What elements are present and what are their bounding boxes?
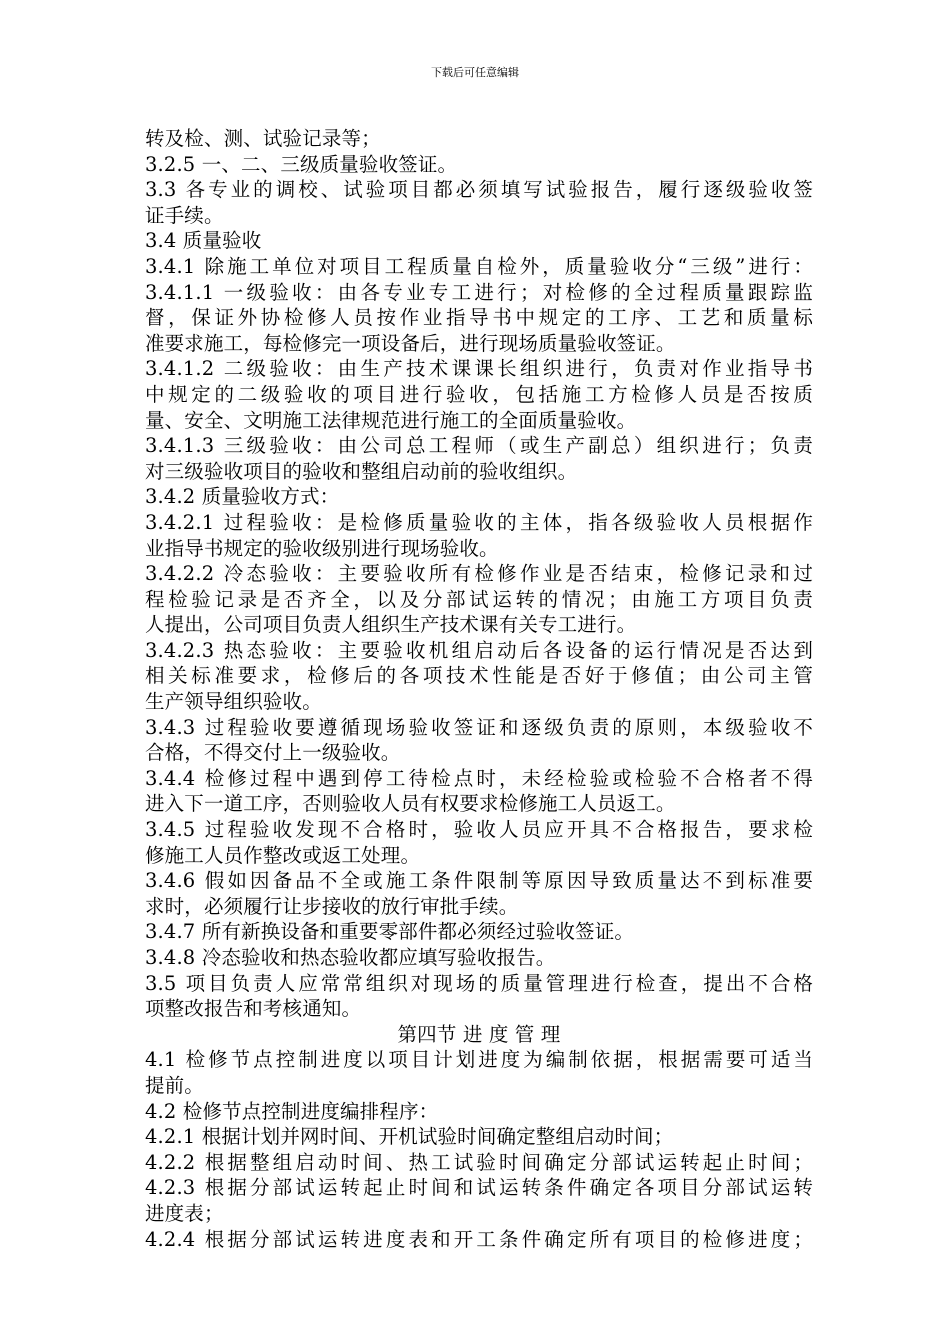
- text-line: 人提出，公司项目负责人组织生产技术课有关专工进行。: [145, 613, 637, 637]
- text-line: 求时，必须履行让步接收的放行审批手续。: [145, 894, 519, 918]
- text-line: 生产领导组织验收。: [145, 690, 322, 714]
- text-line: 3.4.2.2 冷态验收：主要验收所有检修作业是否结束，检修记录和过: [145, 562, 813, 586]
- text-line: 对三级验收项目的验收和整组启动前的验收组织。: [145, 459, 578, 483]
- text-line: 量、安全、文明施工法律规范进行施工的全面质量验收。: [145, 408, 637, 432]
- text-line: 3.4.2 质量验收方式：: [145, 485, 340, 509]
- page-header-note: 下载后可任意编辑: [431, 66, 519, 79]
- text-line: 4.1 检修节点控制进度以项目计划进度为编制依据，根据需要可适当: [145, 1048, 813, 1072]
- text-line: 4.2 检修节点控制进度编排程序：: [145, 1099, 439, 1123]
- text-line: 证手续。: [145, 203, 224, 227]
- text-line: 3.4.3 过程验收要遵循现场验收签证和逐级负责的原则，本级验收不: [145, 715, 813, 739]
- text-line: 3.4.1.3 三级验收：由公司总工程师（或生产副总）组织进行；负责: [145, 434, 813, 458]
- text-line: 3.2.5 一、二、三级质量验收签证。: [145, 152, 458, 176]
- text-line: 项整改报告和考核通知。: [145, 997, 362, 1021]
- section-heading: 第四节 进 度 管 理: [397, 1022, 561, 1046]
- text-line: 程检验记录是否齐全，以及分部试运转的情况；由施工方项目负责: [145, 587, 813, 611]
- text-line: 提前。: [145, 1073, 204, 1097]
- text-line: 相关标准要求，检修后的各项技术性能是否好于修值；由公司主管: [145, 664, 813, 688]
- text-line: 3.4.2.1 过程验收：是检修质量验收的主体，指各级验收人员根据作: [145, 510, 813, 534]
- text-line: 3.4.6 假如因备品不全或施工条件限制等原因导致质量达不到标准要: [145, 869, 813, 893]
- text-line: 3.4 质量验收: [145, 229, 262, 253]
- text-line: 合格，不得交付上一级验收。: [145, 741, 401, 765]
- text-line: 3.5 项目负责人应常常组织对现场的质量管理进行检查，提出不合格: [145, 971, 813, 995]
- text-line: 3.4.5 过程验收发现不合格时，验收人员应开具不合格报告，要求检: [145, 818, 813, 842]
- text-line: 4.2.2 根据整组启动时间、热工试验时间确定分部试运转起止时间；: [145, 1150, 813, 1174]
- text-line: 督，保证外协检修人员按作业指导书中规定的工序、工艺和质量标: [145, 306, 813, 330]
- text-line: 修施工人员作整改或返工处理。: [145, 843, 421, 867]
- text-line: 3.4.7 所有新换设备和重要零部件都必须经过验收签证。: [145, 920, 635, 944]
- text-line: 3.4.4 检修过程中遇到停工待检点时，未经检验或检验不合格者不得: [145, 766, 813, 790]
- text-line: 转及检、测、试验记录等；: [145, 127, 381, 150]
- text-line: 3.4.1.2 二级验收：由生产技术课课长组织进行，负责对作业指导书: [145, 357, 813, 381]
- text-line: 4.2.3 根据分部试运转起止时间和试运转条件确定各项目分部试运转: [145, 1176, 813, 1200]
- text-line: 中规定的二级验收的项目进行验收，包括施工方检修人员是否按质: [145, 382, 813, 406]
- text-line: 进度表；: [145, 1201, 224, 1225]
- text-line: 3.4.2.3 热态验收：主要验收机组启动后各设备的运行情况是否达到: [145, 638, 813, 662]
- text-line: 3.3 各专业的调校、试验项目都必须填写试验报告，履行逐级验收签: [145, 178, 813, 202]
- text-line: 准要求施工，每检修完一项设备后，进行现场质量验收签证。: [145, 331, 676, 355]
- document-body: [145, 126, 813, 1252]
- text-line: 进入下一道工序，否则验收人员有权要求检修施工人员返工。: [145, 792, 676, 816]
- text-line: 4.2.1 根据计划并网时间、开机试验时间确定整组启动时间；: [145, 1125, 674, 1149]
- text-line: 3.4.8 冷态验收和热态验收都应填写验收报告。: [145, 946, 556, 969]
- text-line: 3.4.1 除施工单位对项目工程质量自检外，质量验收分“三级”进行：: [145, 254, 813, 278]
- text-line: 业指导书规定的验收级别进行现场验收。: [145, 536, 499, 560]
- text-line: 3.4.1.1 一级验收：由各专业专工进行；对检修的全过程质量跟踪监: [145, 280, 813, 304]
- text-line: 4.2.4 根据分部试运转进度表和开工条件确定所有项目的检修进度；: [145, 1227, 813, 1251]
